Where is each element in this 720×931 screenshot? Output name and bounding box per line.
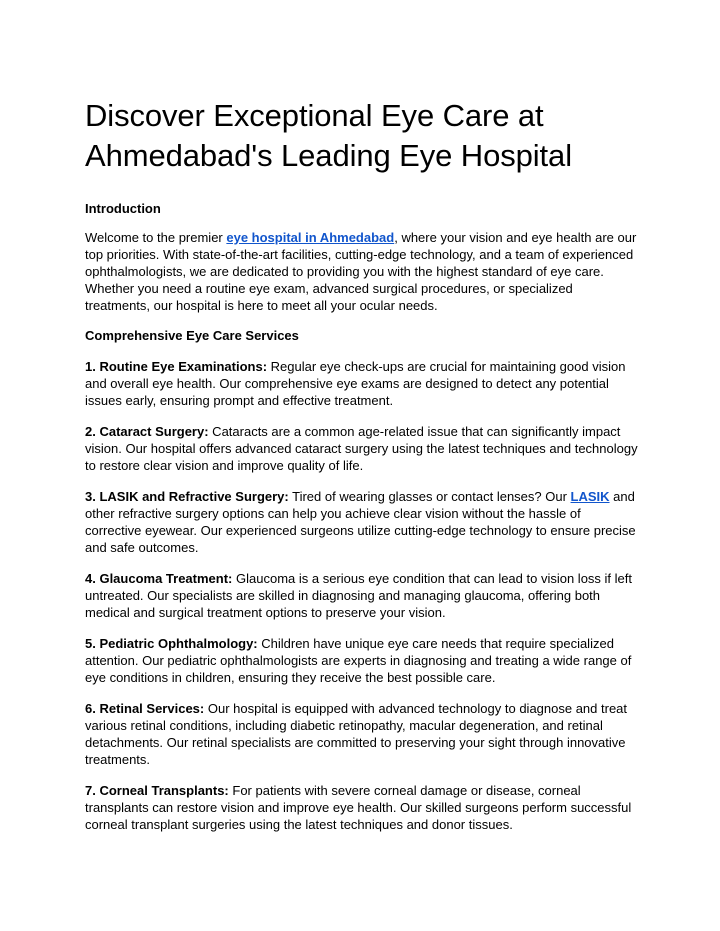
service-text-after: and other refractive surgery options can help you achieve clear vision without the hassle of corrective eyewear. Our experienced surgeons utilize cutting-edge technology to ensure precise and safe outcomes. (85, 489, 636, 555)
service-label: 2. Cataract Surgery: (85, 424, 209, 439)
service-text: Cataracts are a common age-related issue that can significantly impact vision. Our hospital offers advanced cataract surgery using the latest techniques and technology to restore clear vision and improve quality of life. (85, 424, 638, 473)
lasik-link[interactable]: LASIK (570, 489, 610, 504)
service-label: 6. Retinal Services: (85, 701, 205, 716)
service-text: For patients with severe corneal damage or disease, corneal transplants can restore vision and improve eye health. Our skilled surgeons perform successful corneal transplant surgeries using the latest techniques and donor tissues. (85, 783, 632, 832)
page-title: Discover Exceptional Eye Care at Ahmedabad's Leading Eye Hospital (85, 98, 572, 173)
services-heading: Comprehensive Eye Care Services (85, 328, 299, 343)
intro-paragraph (85, 229, 640, 314)
service-label: 1. Routine Eye Examinations: (85, 359, 268, 374)
service-text: Glaucoma is a serious eye condition that can lead to vision loss if left untreated. Our specialists are skilled in diagnosing and managing glaucoma, offering both medical and surgical treatment options to preserve your vision. (85, 571, 632, 620)
service-text: Children have unique eye care needs that require specialized attention. Our pediatric ophthalmologists are experts in diagnosing and treating a wide range of eye conditions in children, ensuring they receive the best possible care. (85, 636, 632, 685)
service-label: 7. Corneal Transplants: (85, 783, 229, 798)
intro-text-after: , where your vision and eye health are our top priorities. With state-of-the-art facilities, cutting-edge technology, and a team of experienced ophthalmologists, we are dedicated to providing you with the highest standard of eye care. Whether you need a routine eye exam, advanced surgical procedures, or specialized treatments, our hospital is here to meet all your ocular needs. (85, 230, 637, 313)
service-item-routine-exams (85, 358, 640, 409)
service-text: Our hospital is equipped with advanced technology to diagnose and treat various retinal conditions, including diabetic retinopathy, macular degeneration, and retinal detachments. Our retinal specialists are committed to preserving your sight through innovative treatments. (85, 701, 628, 767)
service-label: 3. LASIK and Refractive Surgery: (85, 489, 289, 504)
eye-hospital-link[interactable]: eye hospital in Ahmedabad (226, 230, 395, 245)
service-item-corneal (85, 782, 640, 833)
service-item-retinal (85, 700, 640, 768)
service-text: Regular eye check-ups are crucial for maintaining good vision and overall eye health. Our comprehensive eye exams are designed to detect any potential issues early, ensuring prompt and effective treatment. (85, 359, 626, 408)
service-label: 5. Pediatric Ophthalmology: (85, 636, 258, 651)
intro-heading: Introduction (85, 201, 161, 216)
service-item-cataract (85, 423, 640, 474)
service-text-before: Tired of wearing glasses or contact lenses? Our (288, 489, 571, 504)
service-item-pediatric (85, 635, 640, 686)
service-item-glaucoma (85, 570, 640, 621)
service-item-lasik (85, 488, 640, 556)
intro-text-before: Welcome to the premier (85, 230, 227, 245)
document-page (85, 96, 640, 833)
service-label: 4. Glaucoma Treatment: (85, 571, 233, 586)
